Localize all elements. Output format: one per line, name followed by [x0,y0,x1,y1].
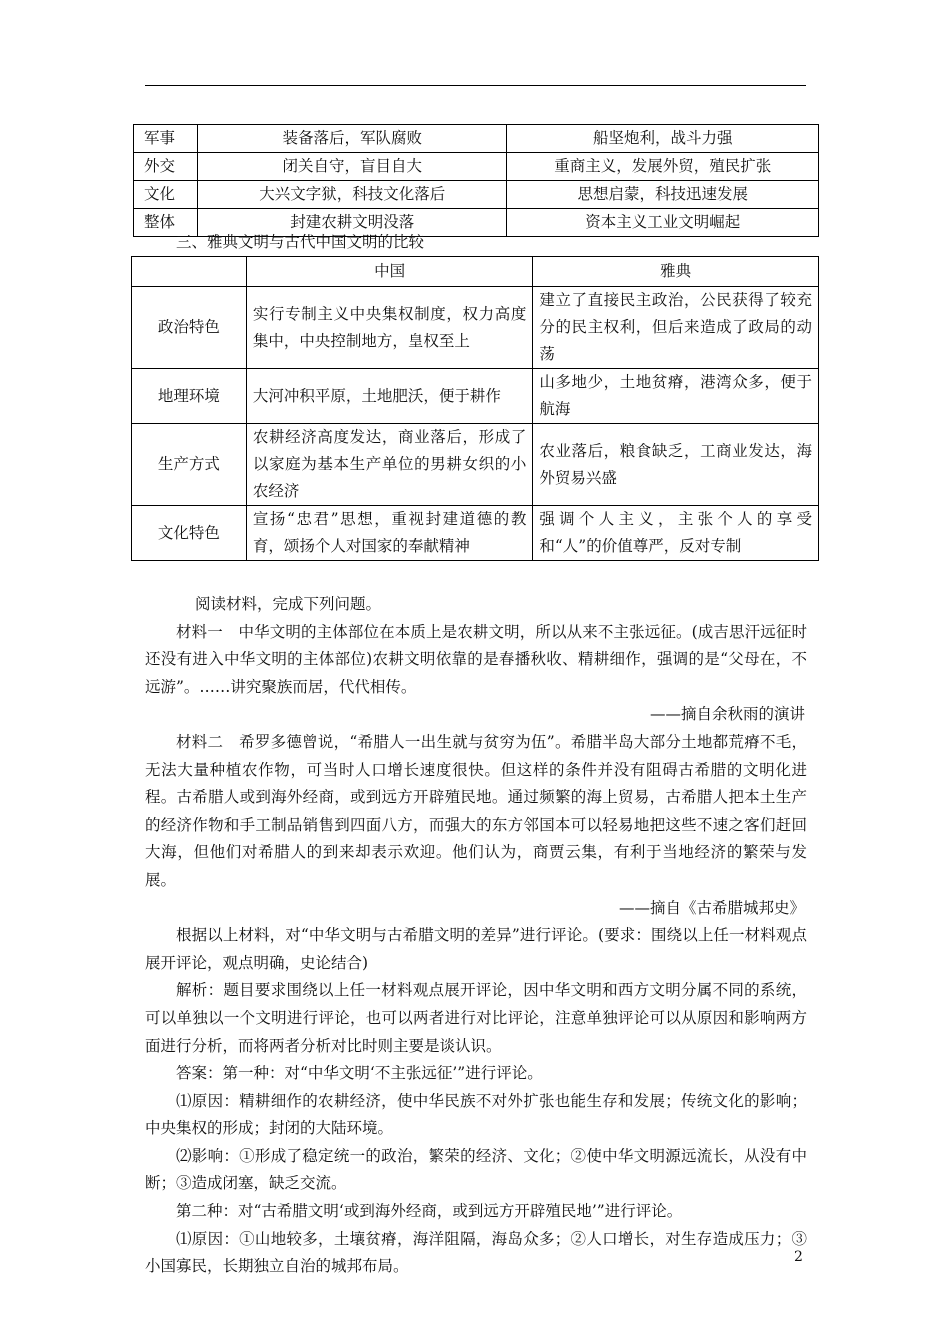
athens-cell: 建立了直接民主政治，公民获得了较充分的民主权利，但后来造成了政局的动荡 [533,287,819,369]
west-cell: 思想启蒙，科技迅速发展 [507,181,819,209]
source-one: ——摘自余秋雨的演讲 [649,705,805,724]
intro-text: 阅读材料，完成下列问题。 [195,595,382,613]
second-answer-intro: 第二种：对“古希腊文明‘或到海外经商，或到远方开辟殖民地’”进行评论。 [176,1202,683,1221]
answer-intro: 答案：第一种：对“中华文明‘不主张远征’”进行评论。 [176,1064,543,1083]
china-cell: 装备落后，军队腐败 [197,125,507,153]
header-rule [145,85,806,86]
header-empty [132,257,247,287]
answer-one-reason: ⑴原因：精耕细作的农耕经济，使中华民族不对外扩张也能生存和发展；传统文化的影响；中央集权的形成；封闭的大陆环境。 [145,1091,807,1138]
table-row [132,424,819,506]
china-cell: 封建农耕文明没落 [197,209,507,237]
comparison-table-athens-china [131,256,819,561]
table-row [132,506,819,561]
athens-cell: 农业落后，粮食缺乏，工商业发达，海外贸易兴盛 [533,424,819,506]
china-cell: 农耕经济高度发达，商业落后，形成了以家庭为基本生产单位的男耕女织的小农经济 [246,424,533,506]
material-two: 材料二 希罗多德曾说，“希腊人一出生就与贫穷为伍”。希腊半岛大部分土地都荒瘠不毛，无法大量种植农作物，可当时人口增长速度很快。但这样的条件并没有阻碍古希腊的文明化进程。古希腊人或到海外经商，或到远方开辟殖民地。通过频繁的海上贸易，古希腊人把本土生产的经济作物和手工制品销售到四面八方，而强大的东方邻国本可以轻易地把这些不速之客们赶回大海，但他们对希腊人的到来却表示欢迎。他们认为，商贾云集，有利于当地经济的繁荣与发展。 [145,732,807,889]
west-cell: 船坚炮利，战斗力强 [507,125,819,153]
table-row [134,125,819,153]
china-cell: 闭关自守，盲目自大 [197,153,507,181]
row-label: 军事 [134,125,198,153]
answer-one-effect: ⑵影响：①形成了稳定统一的政治，繁荣的经济、文化；②使中华文明源远流长，从没有中断；③造成闭塞，缺乏交流。 [145,1146,807,1193]
question-body [145,591,807,1281]
row-label: 整体 [134,209,198,237]
analysis-text: 解析：题目要求围绕以上任一材料观点展开评论，因中华文明和西方文明分属不同的系统，可以单独以一个文明进行评论，也可以两者进行对比评论，注意单独评论可以从原因和影响两方面进行分析，而将两者分析对比时则主要是谈认识。 [145,981,807,1055]
section-title: 三、雅典文明与古代中国文明的比较 [176,233,425,251]
source-two: ——摘自《古希腊城邦史》 [618,898,805,917]
table-row [134,181,819,209]
west-cell: 重商主义，发展外贸，殖民扩张 [507,153,819,181]
row-label: 政治特色 [132,287,247,369]
china-cell: 大河冲积平原，土地肥沃，便于耕作 [246,369,533,424]
athens-cell: 山多地少，土地贫瘠，港湾众多，便于航海 [533,369,819,424]
athens-cell: 强调个人主义，主张个人的享受和“人”的价值尊严，反对专制 [533,506,819,561]
west-cell: 资本主义工业文明崛起 [507,209,819,237]
china-cell: 大兴文字狱，科技文化落后 [197,181,507,209]
row-label: 地理环境 [132,369,247,424]
page-number: 2 [794,1249,803,1265]
header-china: 中国 [246,257,533,287]
row-label: 生产方式 [132,424,247,506]
row-label: 文化特色 [132,506,247,561]
header-athens: 雅典 [533,257,819,287]
table-row [132,287,819,369]
question-text: 根据以上材料，对“中华文明与古希腊文明的差异”进行评论。(要求：围绕以上任一材料观点展开评论，观点明确，史论结合) [145,926,807,972]
row-label: 外交 [134,153,198,181]
table-row [132,369,819,424]
table-header-row [132,257,819,287]
answer-two-reason: ⑴原因：①山地较多，土壤贫瘠，海洋阻隔，海岛众多；②人口增长，对生存造成压力；③小国寡民，长期独立自治的城邦布局。 [145,1229,807,1276]
china-cell: 实行专制主义中央集权制度，权力高度集中，中央控制地方，皇权至上 [246,287,533,369]
comparison-table-china-west [133,124,819,237]
material-one: 材料一 中华文明的主体部位在本质上是农耕文明，所以从来不主张远征。(成吉思汗远征时还没有进入中华文明的主体部位)农耕文明依靠的是春播秋收、精耕细作，强调的是“父母在，不远游”。……讲究聚族而居，代代相传。 [145,622,807,696]
row-label: 文化 [134,181,198,209]
table-row [134,153,819,181]
china-cell: 宣扬“忠君”思想，重视封建道德的教育，颂扬个人对国家的奉献精神 [246,506,533,561]
